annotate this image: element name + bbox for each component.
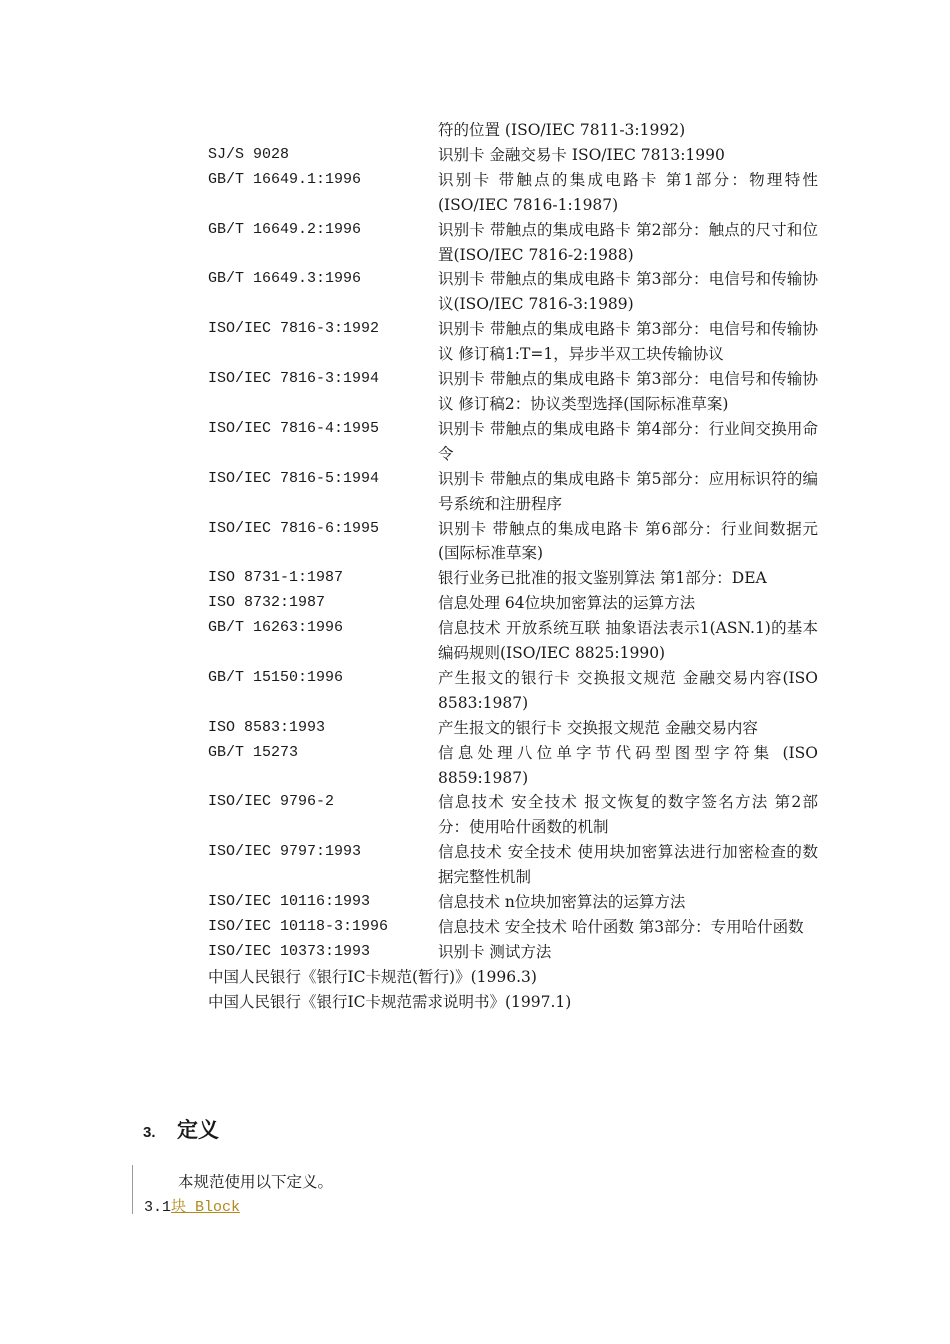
reference-title: 信息技术 安全技术 报文恢复的数字签名方法 第2部分：使用哈什函数的机制 bbox=[438, 793, 818, 837]
reference-title: 信息技术 n位块加密算法的运算方法 bbox=[438, 893, 686, 912]
reference-row bbox=[208, 741, 818, 791]
reference-title: 信息技术 安全技术 哈什函数 第3部分：专用哈什函数 bbox=[438, 918, 804, 936]
reference-list bbox=[208, 118, 818, 965]
reference-title: 识别卡 带触点的集成电路卡 第3部分：电信号和传输协议(ISO/IEC 7816-3:1989) bbox=[438, 270, 818, 314]
reference-code: ISO/IEC 10373:1993 bbox=[208, 942, 371, 960]
reference-row bbox=[208, 940, 818, 965]
reference-row bbox=[208, 267, 818, 317]
reference-row bbox=[208, 417, 818, 467]
reference-title: 信息技术 开放系统互联 抽象语法表示1(ASN.1)的基本编码规则(ISO/IEC 8825:1990) bbox=[438, 619, 818, 663]
reference-standalone: 中国人民银行《银行IC卡规范需求说明书》(1997.1) bbox=[208, 992, 572, 1011]
reference-code: ISO 8731-1:1987 bbox=[208, 569, 344, 587]
reference-code: ISO/IEC 7816-3:1994 bbox=[208, 370, 380, 388]
reference-code: ISO/IEC 10116:1993 bbox=[208, 893, 371, 911]
reference-code: ISO/IEC 7816-6:1995 bbox=[208, 519, 380, 537]
reference-code bbox=[208, 118, 438, 143]
reference-code: ISO 8583:1993 bbox=[208, 718, 326, 736]
reference-code: ISO/IEC 7816-3:1992 bbox=[208, 320, 380, 338]
reference-title: 信息处理 64位块加密算法的运算方法 bbox=[438, 594, 696, 613]
reference-title: 识别卡 带触点的集成电路卡 第3部分：电信号和传输协议 修订稿1:T=1，异步半双工块传输协议 bbox=[438, 320, 818, 364]
reference-title: 识别卡 带触点的集成电路卡 第6部分：行业间数据元(国际标准草案) bbox=[438, 519, 818, 563]
reference-code: GB/T 16649.2:1996 bbox=[208, 220, 362, 238]
reference-code: ISO/IEC 7816-4:1995 bbox=[208, 419, 380, 437]
definition-number: 3.1 bbox=[144, 1199, 172, 1216]
reference-row bbox=[208, 517, 818, 567]
definition-term-link[interactable]: 块 Block bbox=[171, 1199, 241, 1216]
reference-code: GB/T 15150:1996 bbox=[208, 668, 344, 686]
revision-bar bbox=[132, 1165, 133, 1214]
reference-title: 识别卡 带触点的集成电路卡 第4部分：行业间交换用命令 bbox=[438, 419, 818, 463]
reference-title: 识别卡 测试方法 bbox=[438, 942, 552, 961]
reference-row bbox=[208, 218, 818, 268]
reference-code: ISO/IEC 9797:1993 bbox=[208, 843, 362, 861]
reference-row bbox=[208, 591, 818, 616]
reference-title: 银行业务已批准的报文鉴别算法 第1部分：DEA bbox=[438, 569, 767, 588]
section-intro: 本规范使用以下定义。 bbox=[178, 1173, 334, 1191]
reference-row bbox=[208, 666, 818, 716]
reference-row bbox=[208, 616, 818, 666]
reference-code: GB/T 16649.3:1996 bbox=[208, 270, 362, 288]
reference-title: 识别卡 带触点的集成电路卡 第5部分：应用标识符的编号系统和注册程序 bbox=[438, 469, 818, 513]
reference-title: 识别卡 带触点的集成电路卡 第2部分：触点的尺寸和位置(ISO/IEC 7816-2:1988) bbox=[438, 220, 818, 264]
reference-title: 识别卡 带触点的集成电路卡 第3部分：电信号和传输协议 修订稿2：协议类型选择(国际标准草案) bbox=[438, 370, 818, 413]
reference-row bbox=[208, 840, 818, 890]
section-number: 3. bbox=[143, 1124, 156, 1141]
normative-references bbox=[208, 118, 818, 1015]
reference-title: 信息处理八位单字节代码型图型字符集 (ISO 8859:1987) bbox=[438, 743, 818, 787]
reference-title: 识别卡 金融交易卡 ISO/IEC 7813:1990 bbox=[438, 145, 725, 164]
reference-code: GB/T 16263:1996 bbox=[208, 619, 344, 637]
section-title: 定义 bbox=[177, 1118, 219, 1142]
reference-row bbox=[208, 790, 818, 840]
reference-row bbox=[208, 467, 818, 517]
section-heading bbox=[143, 1114, 219, 1144]
reference-code: ISO/IEC 10118-3:1996 bbox=[208, 918, 389, 935]
reference-row bbox=[208, 716, 818, 741]
reference-title: 符的位置 (ISO/IEC 7811-3:1992) bbox=[438, 121, 686, 139]
reference-row bbox=[208, 890, 818, 915]
reference-code: SJ/S 9028 bbox=[208, 145, 290, 163]
reference-row bbox=[208, 317, 818, 367]
reference-row bbox=[208, 168, 818, 218]
reference-code: GB/T 16649.1:1996 bbox=[208, 170, 362, 188]
reference-row bbox=[208, 566, 818, 591]
reference-row bbox=[208, 143, 818, 168]
reference-row bbox=[208, 118, 818, 143]
reference-code: GB/T 15273 bbox=[208, 743, 299, 761]
reference-standalone: 中国人民银行《银行IC卡规范(暂行)》(1996.3) bbox=[208, 967, 537, 986]
reference-row bbox=[208, 367, 818, 417]
reference-title: 产生报文的银行卡 交换报文规范 金融交易内容(ISO 8583:1987) bbox=[438, 668, 818, 712]
reference-row bbox=[208, 915, 818, 940]
reference-code: ISO/IEC 7816-5:1994 bbox=[208, 469, 380, 487]
reference-title: 信息技术 安全技术 使用块加密算法进行加密检查的数据完整性机制 bbox=[438, 843, 818, 887]
reference-title: 识别卡 带触点的集成电路卡 第1部分：物理特性(ISO/IEC 7816-1:1987) bbox=[438, 170, 818, 214]
reference-code: ISO/IEC 9796-2 bbox=[208, 793, 335, 811]
reference-title: 产生报文的银行卡 交换报文规范 金融交易内容 bbox=[438, 718, 758, 737]
reference-code: ISO 8732:1987 bbox=[208, 594, 326, 612]
definition-entry bbox=[144, 1195, 240, 1216]
